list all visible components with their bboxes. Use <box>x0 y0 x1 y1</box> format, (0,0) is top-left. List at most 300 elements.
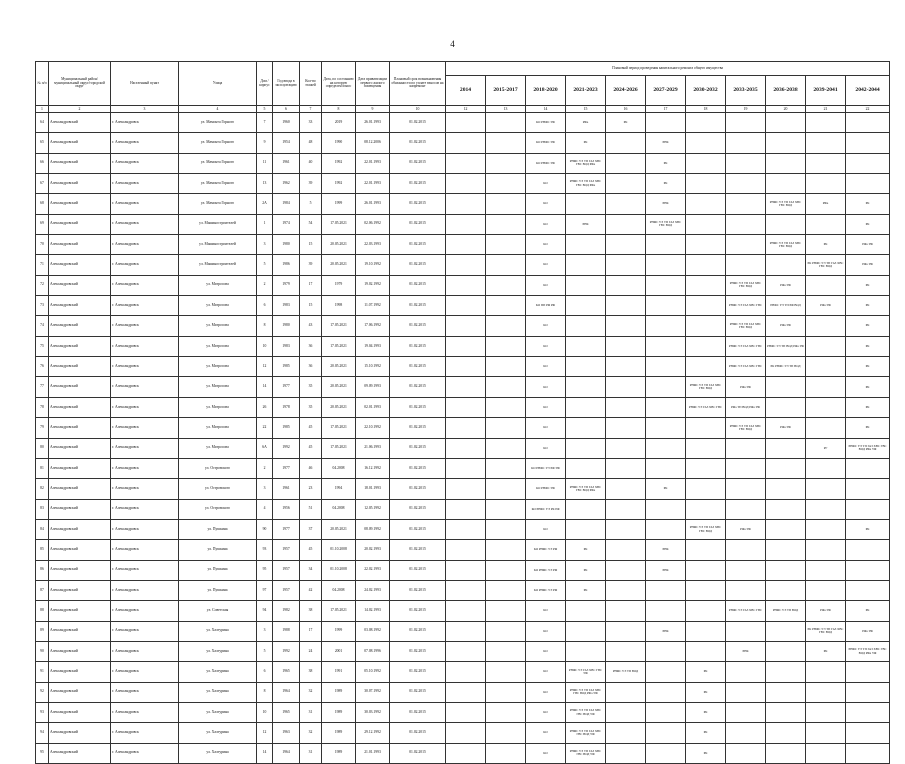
cell-work-period <box>486 580 526 600</box>
cell-d2: 14.02.1993 <box>356 601 390 621</box>
cell-work-period <box>566 357 606 377</box>
cell-work-period <box>606 418 646 438</box>
cell-work-period: РНФС УЭ ГАЗ ХВС ГВС <box>686 397 726 417</box>
cell-floors: 39 <box>300 174 322 194</box>
cell-work-period: РФа УФ <box>846 235 890 255</box>
table-row <box>36 113 890 133</box>
col-header-year: 2039-2041 <box>806 76 846 106</box>
table-row <box>36 357 890 377</box>
cell-house: 1 <box>257 214 273 234</box>
cell-street: ул. Матросова <box>179 438 257 458</box>
cell-work-period: КО <box>526 621 566 641</box>
cell-work-period <box>806 682 846 702</box>
cell-work-period: РНФС УЭ ТП ГАЗ ХВС ГВС ВОД РФа УФ <box>566 682 606 702</box>
cell-d3: 01.02.2015 <box>390 397 446 417</box>
cell-d2: 20.02.1993 <box>356 540 390 560</box>
cell-work-period <box>806 133 846 153</box>
cell-num: 85 <box>36 540 49 560</box>
cell-work-period <box>566 397 606 417</box>
col-number: 13 <box>486 106 526 113</box>
cell-loc: г. Александровск <box>111 499 179 519</box>
cell-d2: 08.12.2006 <box>356 133 390 153</box>
cell-work-period: РК <box>566 580 606 600</box>
cell-work-period: КО РНФС УЭ РК РФ <box>526 499 566 519</box>
cell-work-period: КО <box>526 214 566 234</box>
cell-year: 1961 <box>273 479 300 499</box>
cell-work-period <box>446 479 486 499</box>
cell-loc: г. Александровск <box>111 438 179 458</box>
cell-num: 69 <box>36 214 49 234</box>
cell-street: ул. Мамонта Горного <box>179 174 257 194</box>
cell-work-period <box>686 479 726 499</box>
cell-work-period <box>606 316 646 336</box>
cell-num: 82 <box>36 479 49 499</box>
cell-work-period <box>766 153 806 173</box>
cell-mun: Александровский <box>49 723 111 743</box>
cell-work-period <box>766 255 806 275</box>
cell-d3: 01.02.2015 <box>390 519 446 539</box>
capital-repair-table <box>35 61 890 764</box>
cell-d3: 01.02.2015 <box>390 499 446 519</box>
cell-work-period <box>686 438 726 458</box>
cell-loc: г. Александровск <box>111 601 179 621</box>
cell-work-period <box>486 133 526 153</box>
cell-street: ул. Халтурина <box>179 682 257 702</box>
cell-d3: 01.02.2015 <box>390 357 446 377</box>
cell-mun: Александровский <box>49 133 111 153</box>
cell-loc: г. Александровск <box>111 336 179 356</box>
cell-work-period <box>566 641 606 661</box>
cell-work-period <box>726 113 766 133</box>
cell-work-period <box>486 641 526 661</box>
cell-street: ул. Пушкина <box>179 580 257 600</box>
cell-work-period: РНФС УЭ ГАЗ ХВС ГВС <box>726 336 766 356</box>
table-row <box>36 540 890 560</box>
cell-mun: Александровский <box>49 499 111 519</box>
cell-work-period <box>846 479 890 499</box>
cell-work-period <box>606 621 646 641</box>
cell-d3: 01.02.2015 <box>390 153 446 173</box>
cell-work-period <box>646 296 686 316</box>
cell-house: 5 <box>257 641 273 661</box>
cell-mun: Александровский <box>49 235 111 255</box>
cell-mun: Александровский <box>49 296 111 316</box>
cell-work-period <box>606 336 646 356</box>
cell-num: 64 <box>36 113 49 133</box>
cell-d1: 1989 <box>322 723 356 743</box>
cell-work-period: РНФС УЭ ТП ГАЗ ХВС ГВС ВОД <box>686 519 726 539</box>
cell-house: 14 <box>257 377 273 397</box>
cell-d2: 22.01.1993 <box>356 153 390 173</box>
cell-num: 74 <box>36 316 49 336</box>
cell-work-period <box>566 458 606 478</box>
cell-work-period: КО РНФС УФ <box>526 113 566 133</box>
cell-d1: 1989 <box>322 743 356 763</box>
cell-house: 93 <box>257 540 273 560</box>
cell-street: ул. Островского <box>179 499 257 519</box>
cell-d3: 01.02.2015 <box>390 641 446 661</box>
cell-work-period <box>446 174 486 194</box>
table-row <box>36 214 890 234</box>
cell-work-period: РК <box>566 560 606 580</box>
cell-d3: 01.02.2015 <box>390 479 446 499</box>
cell-work-period <box>806 540 846 560</box>
cell-d1: 20.05.2021 <box>322 519 356 539</box>
cell-work-period <box>726 194 766 214</box>
cell-work-period: КО <box>526 397 566 417</box>
cell-work-period: РФа УФ <box>846 255 890 275</box>
col-header-year: 2042-2044 <box>846 76 890 106</box>
cell-house: 10 <box>257 702 273 722</box>
cell-work-period <box>606 580 646 600</box>
cell-d2: 29.12.1992 <box>356 723 390 743</box>
cell-work-period: РНФС УЭ ТП ГАЗ ХВС ГВС ВОД РФа УФ <box>846 438 890 458</box>
cell-mun: Александровский <box>49 418 111 438</box>
col-header-plan-date: Плановый срок возникновения обязанности по уплате взносов на капремонт <box>390 62 446 106</box>
cell-work-period: РК <box>846 397 890 417</box>
cell-work-period <box>806 458 846 478</box>
cell-work-period <box>486 621 526 641</box>
cell-num: 77 <box>36 377 49 397</box>
cell-loc: г. Александровск <box>111 357 179 377</box>
col-number: 7 <box>300 106 322 113</box>
cell-house: 26 <box>257 397 273 417</box>
cell-mun: Александровский <box>49 377 111 397</box>
cell-house: 4 <box>257 499 273 519</box>
cell-work-period <box>726 560 766 580</box>
cell-work-period: РК <box>846 214 890 234</box>
cell-street: ул. Матросова <box>179 418 257 438</box>
cell-work-period <box>686 336 726 356</box>
cell-work-period: РФа УФ <box>766 316 806 336</box>
cell-work-period <box>446 662 486 682</box>
cell-work-period: РНФС УЭ ТП ГАЗ ХВС ГВС ВОД <box>686 377 726 397</box>
cell-work-period <box>446 235 486 255</box>
cell-num: 79 <box>36 418 49 438</box>
cell-d2: 05.10.1992 <box>356 662 390 682</box>
cell-street: ул. Халтурина <box>179 702 257 722</box>
cell-work-period <box>646 641 686 661</box>
cell-d1: 01.10.2008 <box>322 540 356 560</box>
cell-work-period <box>726 458 766 478</box>
cell-work-period: РНФС УЭ ТП ВОД <box>766 601 806 621</box>
cell-work-period: РНФС УЭ ТП ГАЗ ХВС ГВС ВОД <box>646 214 686 234</box>
cell-d2: 18.01.1993 <box>356 479 390 499</box>
cell-work-period <box>486 682 526 702</box>
col-header-settlement: Населенный пункт <box>111 62 179 106</box>
cell-work-period <box>806 580 846 600</box>
col-number: 10 <box>390 106 446 113</box>
col-number: 4 <box>179 106 257 113</box>
cell-year: 1986 <box>273 255 300 275</box>
cell-work-period <box>566 519 606 539</box>
cell-work-period: РФа УФ <box>766 275 806 295</box>
col-header-year: 2024-2026 <box>606 76 646 106</box>
cell-street: ул. Островского <box>179 479 257 499</box>
cell-work-period: РК <box>846 357 890 377</box>
cell-house: 94 <box>257 601 273 621</box>
cell-loc: г. Александровск <box>111 723 179 743</box>
cell-work-period <box>846 174 890 194</box>
cell-work-period <box>486 316 526 336</box>
cell-d2: 15.10.1992 <box>356 357 390 377</box>
cell-work-period <box>766 438 806 458</box>
cell-floors: 45 <box>300 438 322 458</box>
cell-work-period <box>646 418 686 438</box>
cell-d3: 01.02.2015 <box>390 174 446 194</box>
cell-house: 12 <box>257 357 273 377</box>
cell-work-period <box>486 174 526 194</box>
cell-work-period <box>766 560 806 580</box>
cell-floors: 34 <box>300 560 322 580</box>
cell-year: 1965 <box>273 662 300 682</box>
cell-work-period <box>446 723 486 743</box>
cell-work-period: РФа <box>806 194 846 214</box>
cell-work-period <box>686 499 726 519</box>
cell-d2: 26.01.1993 <box>356 194 390 214</box>
cell-work-period <box>846 153 890 173</box>
cell-work-period: РК <box>806 641 846 661</box>
cell-work-period <box>766 174 806 194</box>
cell-floors: 39 <box>300 255 322 275</box>
cell-floors: 17 <box>300 621 322 641</box>
cell-work-period: РГ <box>806 438 846 458</box>
cell-floors: 15 <box>300 235 322 255</box>
cell-work-period: РК <box>846 194 890 214</box>
cell-floors: 40 <box>300 153 322 173</box>
cell-work-period: РНФС УЭ ТП ГАЗ ХВС ГВС ВОД <box>766 194 806 214</box>
cell-work-period <box>726 580 766 600</box>
cell-work-period <box>686 316 726 336</box>
cell-work-period: КО <box>526 275 566 295</box>
cell-floors: 54 <box>300 214 322 234</box>
cell-year: 1982 <box>273 601 300 621</box>
table-row <box>36 743 890 763</box>
cell-work-period <box>446 641 486 661</box>
cell-house: 11 <box>257 153 273 173</box>
cell-work-period <box>606 479 646 499</box>
cell-mun: Александровский <box>49 479 111 499</box>
cell-work-period: РК <box>566 133 606 153</box>
cell-work-period <box>486 723 526 743</box>
col-header-municipality: Муниципальный район/муниципальный округ/городской округ <box>49 62 111 106</box>
cell-work-period <box>486 194 526 214</box>
cell-d1: 20.05.2021 <box>322 255 356 275</box>
cell-work-period <box>766 702 806 722</box>
cell-d1: 20.05.2021 <box>322 397 356 417</box>
cell-work-period <box>846 723 890 743</box>
cell-work-period <box>766 133 806 153</box>
cell-work-period: РК <box>846 377 890 397</box>
cell-mun: Александровский <box>49 316 111 336</box>
col-header-street: Улица <box>179 62 257 106</box>
cell-work-period <box>606 723 646 743</box>
cell-work-period: РК <box>686 682 726 702</box>
cell-d2: 30.07.1992 <box>356 682 390 702</box>
col-header-year: 2036-2038 <box>766 76 806 106</box>
col-header-house: Дом / корпус <box>257 62 273 106</box>
cell-work-period: РНК <box>646 621 686 641</box>
cell-floors: 38 <box>300 601 322 621</box>
cell-work-period <box>806 214 846 234</box>
cell-work-period: РНК <box>646 560 686 580</box>
cell-house: 90 <box>257 519 273 539</box>
cell-d1: 1999 <box>322 194 356 214</box>
cell-loc: г. Александровск <box>111 682 179 702</box>
cell-floors: 35 <box>300 397 322 417</box>
cell-work-period <box>646 336 686 356</box>
cell-street: ул. Халтурина <box>179 743 257 763</box>
cell-work-period: РК РНФС УЭ ТП ВОД <box>766 357 806 377</box>
cell-d2: 07.08.1996 <box>356 641 390 661</box>
cell-work-period <box>726 723 766 743</box>
cell-work-period <box>726 133 766 153</box>
cell-d2: 11.07.1992 <box>356 296 390 316</box>
col-header-year: 2027-2029 <box>646 76 686 106</box>
cell-work-period <box>806 113 846 133</box>
cell-work-period <box>686 540 726 560</box>
cell-work-period <box>606 133 646 153</box>
cell-work-period <box>446 458 486 478</box>
cell-house: 9 <box>257 133 273 153</box>
col-number: 6 <box>273 106 300 113</box>
cell-num: 92 <box>36 682 49 702</box>
cell-work-period <box>686 621 726 641</box>
cell-d3: 01.02.2015 <box>390 702 446 722</box>
cell-d3: 01.02.2015 <box>390 113 446 133</box>
cell-work-period: РК <box>646 153 686 173</box>
cell-work-period <box>566 275 606 295</box>
table-row <box>36 316 890 336</box>
cell-num: 67 <box>36 174 49 194</box>
cell-work-period <box>606 743 646 763</box>
table-row <box>36 519 890 539</box>
cell-loc: г. Александровск <box>111 540 179 560</box>
cell-work-period <box>726 479 766 499</box>
cell-work-period <box>446 702 486 722</box>
cell-loc: г. Александровск <box>111 621 179 641</box>
cell-work-period <box>606 275 646 295</box>
cell-work-period <box>606 540 646 560</box>
cell-floors: 45 <box>300 418 322 438</box>
cell-num: 71 <box>36 255 49 275</box>
cell-work-period <box>846 113 890 133</box>
cell-loc: г. Александровск <box>111 580 179 600</box>
cell-work-period <box>606 499 646 519</box>
cell-work-period <box>606 357 646 377</box>
cell-street: ул. Машиностроителей <box>179 214 257 234</box>
cell-work-period <box>486 357 526 377</box>
cell-work-period: РК <box>686 723 726 743</box>
cell-mun: Александровский <box>49 113 111 133</box>
cell-year: 1984 <box>273 194 300 214</box>
cell-work-period <box>846 560 890 580</box>
cell-d3: 01.02.2015 <box>390 723 446 743</box>
cell-work-period: РНФС УЭ ТП ГАЗ ХВС ГВС ВОД <box>726 275 766 295</box>
cell-d1: 1990 <box>322 133 356 153</box>
cell-work-period <box>566 336 606 356</box>
cell-d1: 1994 <box>322 479 356 499</box>
cell-street: ул. Пушкина <box>179 540 257 560</box>
cell-work-period <box>446 153 486 173</box>
cell-floors: 32 <box>300 682 322 702</box>
cell-work-period <box>606 153 646 173</box>
cell-house: 12 <box>257 723 273 743</box>
cell-floors: 45 <box>300 540 322 560</box>
cell-work-period <box>686 296 726 316</box>
cell-house: 8 <box>257 316 273 336</box>
col-header-period: Плановый период проведения капитального ремонта общего имущества <box>446 62 890 76</box>
cell-year: 1961 <box>273 153 300 173</box>
cell-work-period <box>606 296 646 316</box>
col-number: 19 <box>726 106 766 113</box>
cell-d3: 01.02.2015 <box>390 438 446 458</box>
cell-d1: 17.05.2021 <box>322 336 356 356</box>
cell-house: 6 <box>257 296 273 316</box>
cell-loc: г. Александровск <box>111 743 179 763</box>
cell-work-period <box>606 601 646 621</box>
cell-floors: 33 <box>300 113 322 133</box>
cell-work-period <box>486 235 526 255</box>
cell-loc: г. Александровск <box>111 458 179 478</box>
cell-work-period: РК <box>646 174 686 194</box>
cell-work-period <box>806 377 846 397</box>
cell-street: ул. Халтурина <box>179 621 257 641</box>
cell-work-period: РК <box>686 743 726 763</box>
cell-num: 84 <box>36 519 49 539</box>
table-row <box>36 418 890 438</box>
cell-year: 1983 <box>273 336 300 356</box>
col-header-no: № п/п <box>36 62 49 106</box>
cell-work-period <box>646 235 686 255</box>
cell-work-period: РНФС УЭ ТП ВОД <box>606 662 646 682</box>
col-number: 5 <box>257 106 273 113</box>
cell-mun: Александровский <box>49 601 111 621</box>
cell-street: ул. Матросова <box>179 357 257 377</box>
cell-work-period: КО <box>526 255 566 275</box>
cell-d1: 04.2008 <box>322 580 356 600</box>
cell-work-period <box>806 702 846 722</box>
cell-work-period <box>686 641 726 661</box>
col-header-year: 2015-2017 <box>486 76 526 106</box>
table-row <box>36 296 890 316</box>
cell-d1: 1989 <box>322 702 356 722</box>
cell-work-period: КО РНФС УФ <box>526 479 566 499</box>
cell-work-period <box>726 621 766 641</box>
table-row <box>36 621 890 641</box>
cell-d1: 1991 <box>322 662 356 682</box>
cell-work-period <box>606 682 646 702</box>
cell-work-period: РК <box>846 296 890 316</box>
cell-work-period: РНК <box>646 133 686 153</box>
cell-d1: 01.10.2008 <box>322 560 356 580</box>
col-number: 8 <box>322 106 356 113</box>
cell-d3: 01.02.2015 <box>390 316 446 336</box>
cell-street: ул. Мамонта Горного <box>179 153 257 173</box>
cell-work-period: РНФС УЭ ГАЗ ХВС ГВС <box>726 601 766 621</box>
table-row <box>36 194 890 214</box>
cell-mun: Александровский <box>49 153 111 173</box>
cell-work-period <box>766 479 806 499</box>
cell-work-period <box>446 397 486 417</box>
cell-floors: 24 <box>300 641 322 661</box>
cell-year: 1954 <box>273 133 300 153</box>
cell-work-period <box>446 621 486 641</box>
cell-house: 2 <box>257 275 273 295</box>
cell-d2: 19.02.1992 <box>356 275 390 295</box>
cell-work-period: РНФС УЭ ТП ГАЗ ХВС ГВС ВОД <box>726 418 766 438</box>
cell-mun: Александровский <box>49 438 111 458</box>
